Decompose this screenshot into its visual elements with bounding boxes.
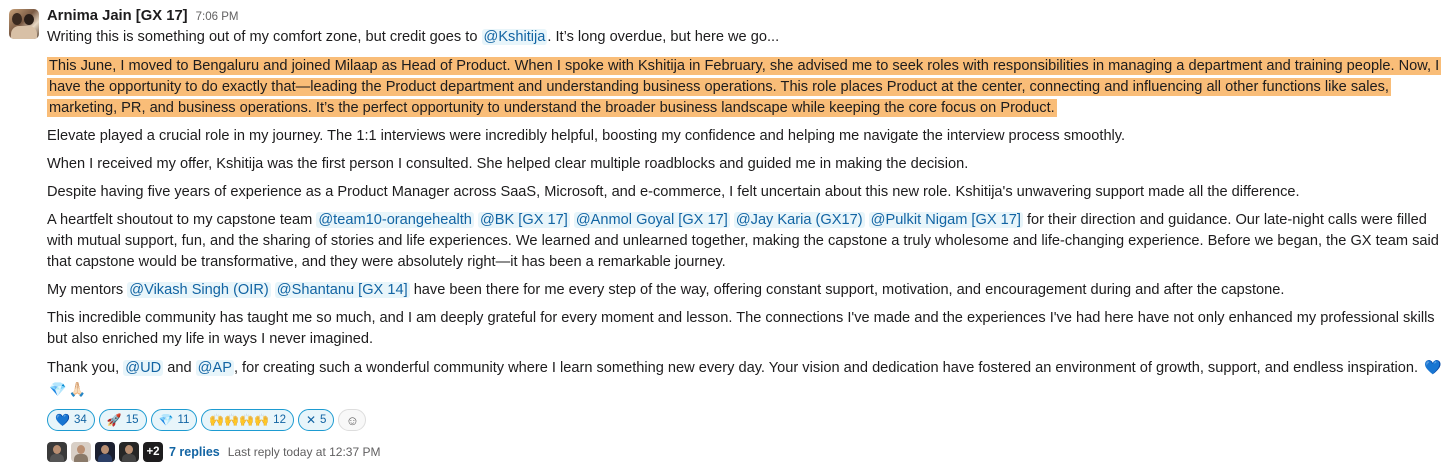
mention-team10[interactable]: @team10-orangehealth [318, 212, 472, 228]
gem-icon: 💎 [158, 413, 174, 427]
reaction-count: 15 [125, 413, 139, 426]
offer-paragraph: When I received my offer, Kshitija was the first person I consulted. She helped clear multiple roadblocks and guided me in making the decision. [47, 156, 969, 172]
mentors-paragraph [47, 280, 1447, 301]
mention-pulkit[interactable]: @Pulkit Nigam [GX 17] [870, 212, 1021, 228]
blue-heart-icon: 💙 [55, 413, 70, 427]
reaction-x[interactable] [298, 409, 334, 431]
intro-text-before: Writing this is something out of my comfort zone, but credit goes to [47, 29, 482, 45]
thanks-text-before: Thank you, [47, 360, 124, 376]
community-paragraph: This incredible community has taught me so much, and I am deeply grateful for every moment and lesson. The connections I've made and the experiences I've had here have not only enhanced my professional skills but also enriched my life in ways I never imagined. [47, 310, 1435, 347]
author-name[interactable]: Arnima Jain [GX 17] [47, 8, 188, 24]
message-header [47, 6, 1447, 27]
shoutout-text-after: for their direction and guidance. Our late-night calls were filled with mutual support, fun, and the sharing of stories and life experiences. We learned and unlearned together, making the capstone a truly wholesome and life-changing experience. Before we began, the GX team said that capstone would be transformative, and they were absolutely right—it has been a remarkable journey. [47, 212, 1439, 270]
intro-paragraph [47, 27, 1447, 48]
reaction-count: 34 [73, 413, 87, 426]
reply-avatar [71, 442, 91, 462]
mention-kshitija[interactable]: @Kshitija [483, 29, 546, 45]
raised-hands-icon: 🙌🙌🙌🙌 [209, 413, 270, 427]
reply-avatar [119, 442, 139, 462]
mention-bk[interactable]: @BK [GX 17] [479, 212, 568, 228]
mention-vikash[interactable]: @Vikash Singh (OIR) [129, 282, 269, 298]
reaction-raised-hands[interactable] [201, 409, 294, 431]
thread-summary[interactable] [47, 440, 1447, 464]
reply-avatar [95, 442, 115, 462]
intro-text-after: . It’s long overdue, but here we go... [547, 29, 780, 45]
reaction-count: 5 [320, 413, 327, 426]
reply-avatar [47, 442, 67, 462]
reaction-blue-heart[interactable] [47, 409, 95, 431]
thanks-paragraph [47, 357, 1447, 401]
rocket-icon: 🚀 [106, 413, 122, 427]
author-avatar[interactable] [9, 9, 39, 39]
mention-anmol[interactable]: @Anmol Goyal [GX 17] [575, 212, 728, 228]
folded-hands-icon: 🙏🏻 [68, 381, 86, 397]
despite-paragraph: Despite having five years of experience as a Product Manager across SaaS, Microsoft, and e-commerce, I felt uncertain about this new role. Kshitija's unwavering support made all the difference. [47, 184, 1300, 200]
gem-icon: 💎 [49, 381, 67, 397]
shoutout-paragraph [47, 210, 1447, 273]
blue-heart-icon: 💙 [1424, 359, 1442, 375]
add-emoji-icon: ☺ [345, 412, 360, 428]
mentors-text-before: My mentors [47, 282, 128, 298]
message-content [47, 6, 1447, 464]
reaction-count: 11 [177, 413, 190, 426]
last-reply-time: Last reply today at 12:37 PM [227, 444, 381, 459]
elevate-paragraph: Elevate played a crucial role in my journey. The 1:1 interviews were incredibly helpful, boosting my confidence and helping me navigate the interview process smoothly. [47, 128, 1126, 144]
replies-link[interactable]: 7 replies [169, 444, 220, 459]
shoutout-text-before: A heartfelt shoutout to my capstone team [47, 212, 317, 228]
highlighted-text: This June, I moved to Bengaluru and joined Milaap as Head of Product. When I spoke with Kshitija in February, she advised me to seek roles with responsibilities in managing a department and training people. Now, I have the opportunity to do exactly that—leading the Product department and understanding business operations. This role places Product at the center, connecting and influencing all other functions like sales, marketing, PR, and business operations. It’s the perfect opportunity to understand the broader business landscape while keeping the core focus on Product. [49, 58, 1440, 116]
thanks-text-after: , for creating such a wonderful community where I learn something new every day. Your vision and dedication have fostered an environment of growth, support, and endless inspiration. [233, 360, 1419, 376]
thanks-text-and: and [163, 360, 196, 376]
more-participants-badge: +2 [143, 442, 163, 462]
mention-ud[interactable]: @UD [125, 360, 162, 376]
reaction-count: 12 [273, 413, 286, 426]
mention-shantanu[interactable]: @Shantanu [GX 14] [276, 282, 408, 298]
x-icon: ✕ [305, 413, 317, 427]
highlighted-paragraph [47, 56, 1447, 119]
reaction-gem[interactable] [151, 409, 198, 431]
reactions-bar [47, 408, 1447, 432]
mention-jay[interactable]: @Jay Karia (GX17) [735, 212, 863, 228]
mention-ap[interactable]: @AP [197, 360, 232, 376]
reaction-rocket[interactable] [99, 409, 147, 431]
add-reaction-button[interactable] [338, 409, 366, 431]
mentors-text-after: have been there for me every step of the way, offering constant support, motivation, and encouragement during and after the capstone. [409, 282, 1285, 298]
message-timestamp[interactable]: 7:06 PM [195, 11, 239, 23]
